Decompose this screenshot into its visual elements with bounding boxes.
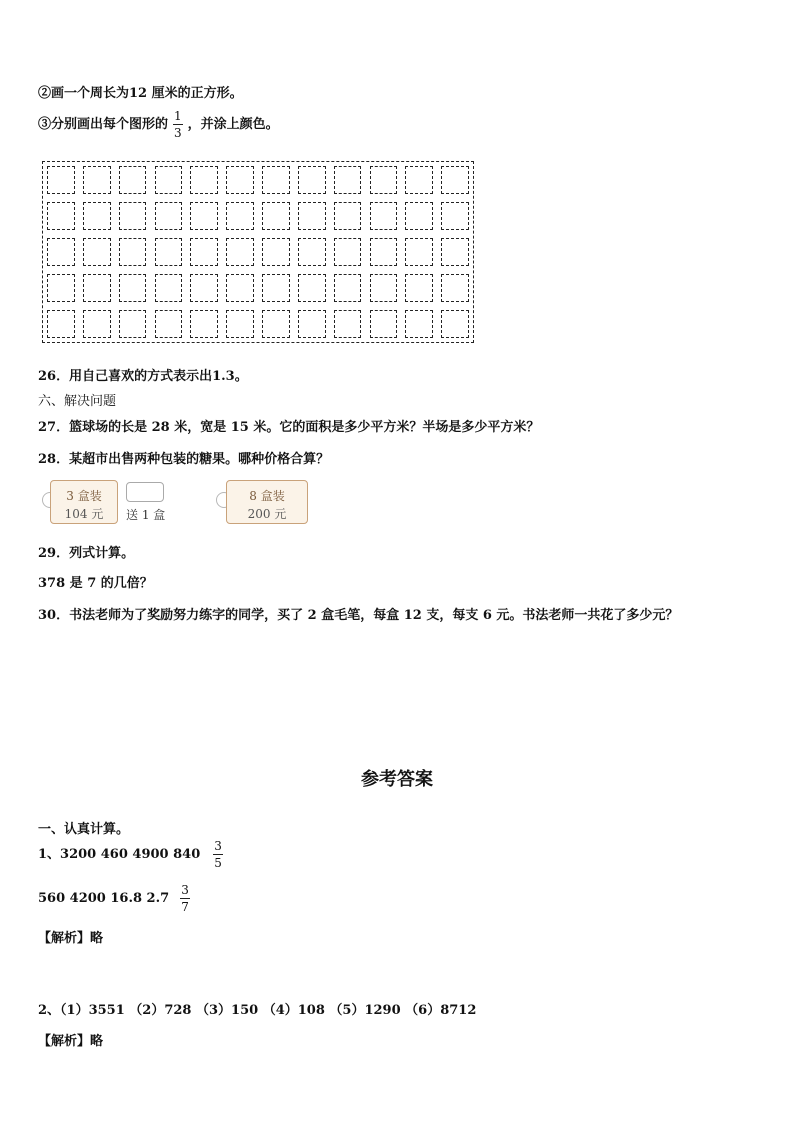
grid-cell <box>226 310 254 338</box>
grid-cell <box>119 238 147 266</box>
grid-cell <box>298 274 326 302</box>
fraction-denominator: 5 <box>214 856 222 870</box>
grid-cell <box>405 202 433 230</box>
answers-title: 参考答案 <box>361 769 433 790</box>
grid-cell <box>190 238 218 266</box>
grid-cell <box>298 202 326 230</box>
grid-cell <box>334 238 362 266</box>
grid-cell <box>334 202 362 230</box>
box-3-pack-label: 3 盒装 <box>66 489 102 503</box>
grid-cell <box>262 238 290 266</box>
package-b <box>214 478 314 526</box>
grid-cell <box>298 166 326 194</box>
q25-item-3-text: ③分别画出每个图形的 <box>38 117 169 132</box>
grid-cell <box>47 166 75 194</box>
grid-cell <box>83 310 111 338</box>
q25-item-3 <box>38 110 279 139</box>
grid-cell <box>47 274 75 302</box>
grid-cell <box>83 274 111 302</box>
grid-cell <box>334 166 362 194</box>
question-29: 29．列式计算。 <box>38 546 135 561</box>
question-30: 30．书法老师为了奖励努力练字的同学，买了 2 盒毛笔，每盒 12 支，每支 6 元。书法老师一共花了多少元？ <box>38 608 679 623</box>
grid-cell <box>226 238 254 266</box>
fraction-numerator: 3 <box>181 883 189 897</box>
gift-box-icon <box>126 482 164 502</box>
answer-1-values-2: 560 4200 16.8 2.7 <box>38 891 170 906</box>
grid-cell <box>47 310 75 338</box>
box-3-pack-price: 104 元 <box>64 507 104 521</box>
dotted-grid <box>42 161 474 343</box>
answer-1-values: 1、3200 460 4900 840 <box>38 847 201 862</box>
grid-cell <box>226 166 254 194</box>
grid-cell <box>119 274 147 302</box>
section-6-heading: 六、解决问题 <box>38 394 117 409</box>
grid-cell <box>262 166 290 194</box>
grid-cell <box>298 238 326 266</box>
one-third-fraction <box>172 110 184 139</box>
grid-cell <box>334 274 362 302</box>
answer-1-line-2 <box>38 884 195 913</box>
grid-cell <box>119 310 147 338</box>
question-28: 28．某超市出售两种包装的糖果。哪种价格合算？ <box>38 452 330 467</box>
box-8-pack <box>226 480 308 524</box>
grid-cell <box>155 202 183 230</box>
grid-cell <box>262 202 290 230</box>
answers-section-1: 一、认真计算。 <box>38 822 130 837</box>
grid-cell <box>298 310 326 338</box>
grid-cell <box>370 310 398 338</box>
box-8-pack-label: 8 盒装 <box>249 489 285 503</box>
package-a <box>40 478 170 526</box>
answer-2: 2、（1）3551 （2）728 （3）150 （4）108 （5）1290 （6）8712 <box>38 1003 477 1018</box>
grid-cell <box>190 310 218 338</box>
grid-cell <box>405 166 433 194</box>
grid-cell <box>226 274 254 302</box>
grid-cell <box>155 166 183 194</box>
question-27: 27．篮球场的长是 28 米，宽是 15 米。它的面积是多少平方米？半场是多少平方米？ <box>38 420 540 435</box>
answer-2-analysis: 【解析】略 <box>38 1034 104 1049</box>
three-sevenths-fraction <box>179 884 191 913</box>
answer-1-line-1 <box>38 840 228 869</box>
grid-cell <box>83 238 111 266</box>
gift-label: 送 1 盒 <box>126 508 166 522</box>
fraction-numerator: 1 <box>174 109 182 123</box>
grid-cell <box>370 238 398 266</box>
fraction-denominator: 7 <box>181 900 189 914</box>
grid-cell <box>47 202 75 230</box>
grid-cell <box>441 202 469 230</box>
grid-cell <box>226 202 254 230</box>
grid-cell <box>370 274 398 302</box>
grid-cell <box>441 274 469 302</box>
three-fifths-fraction <box>212 840 224 869</box>
fraction-numerator: 3 <box>214 839 222 853</box>
grid-cell <box>405 238 433 266</box>
grid-cell <box>370 202 398 230</box>
answer-1-analysis: 【解析】略 <box>38 931 104 946</box>
q25-item-3-suffix: ，并涂上颜色。 <box>187 117 279 132</box>
grid-cell <box>119 166 147 194</box>
grid-cell <box>405 274 433 302</box>
grid-cell <box>47 238 75 266</box>
grid-cell <box>441 310 469 338</box>
grid-cell <box>190 166 218 194</box>
grid-cell <box>405 310 433 338</box>
question-26: 26．用自己喜欢的方式表示出1.3。 <box>38 369 248 384</box>
grid-cell <box>155 310 183 338</box>
q25-item-2: ②画一个周长为12 厘米的正方形。 <box>38 86 243 101</box>
grid-cell <box>441 238 469 266</box>
grid-cell <box>190 202 218 230</box>
grid-cell <box>370 166 398 194</box>
grid-cell <box>441 166 469 194</box>
grid-cell <box>83 166 111 194</box>
grid-cell <box>262 274 290 302</box>
grid-cell <box>155 274 183 302</box>
grid-cell <box>334 310 362 338</box>
grid-cell <box>190 274 218 302</box>
question-29-sub: 378 是 7 的几倍？ <box>38 576 153 591</box>
grid-cell <box>155 238 183 266</box>
grid-cell <box>119 202 147 230</box>
box-8-pack-price: 200 元 <box>247 507 287 521</box>
box-3-pack <box>50 480 118 524</box>
grid-cell <box>83 202 111 230</box>
grid-cell <box>262 310 290 338</box>
fraction-denominator: 3 <box>174 126 182 140</box>
